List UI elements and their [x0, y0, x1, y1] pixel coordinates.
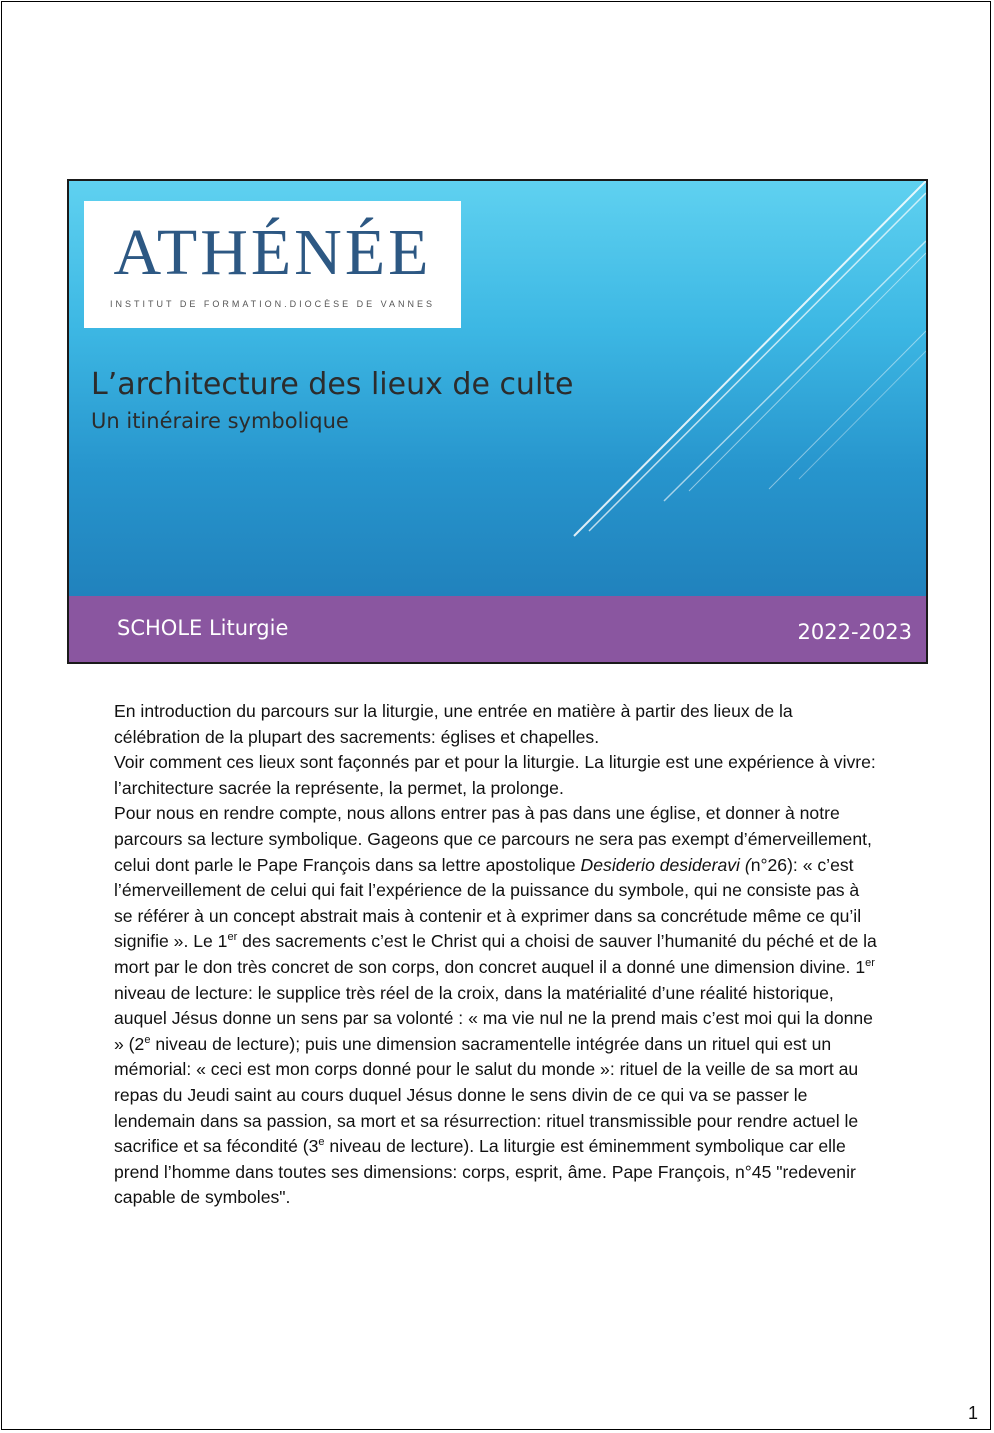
superscript: e: [318, 1136, 325, 1149]
notes-text: niveau de lecture); puis une dimension sacramentelle intégrée dans un rituel qui est un mémorial: « ceci est mon corps donné pour le salut du monde »: rituel de la veille de sa mort au repas du Jeudi saint au cours duquel Jésus donne le sens divin de ce qui va se passer le lendemain dans sa passion, sa mort et sa résurrection: rituel transmissible pour rendre actuel le sacrifice et sa fécondité (3: [114, 1033, 859, 1157]
notes-text: Pour nous en rendre compte, nous allons entrer pas à pas dans une église, et donner à notre parcours sa lecture symbolique. Gageons que ce parcours ne sera pas exempt d’émerveillement, celui dont parle le Pape François dans sa lettre apostolique: [114, 803, 872, 875]
course-name: SCHOLE Liturgie: [117, 616, 289, 640]
superscript: er: [865, 957, 875, 970]
notes-text: niveau de lecture: le supplice très réel de la croix, dans la matérialité d’une réalité historique, auquel Jésus donne un sens par sa volonté : « ma vie nul ne la prend mais c’est moi qui la donne » (2: [114, 982, 873, 1054]
superscript: e: [144, 1033, 151, 1046]
athenee-logo: [84, 201, 461, 328]
notes-italic-title: Desiderio desideravi (: [580, 854, 751, 875]
notes-text: n°26): « c’est l’émerveillement de celui qui fait l’expérience de la puissance du symbole, qui ne consiste pas à se référer à un concept abstrait mais à contenir et à exprimer dans sa concrétude même ce qu’il signifie ». Le 1: [114, 854, 862, 952]
speaker-notes: [114, 699, 878, 1211]
notes-paragraph-2: Voir comment ces lieux sont façonnés par et pour la liturgie. La liturgie est une expérience à vivre: l’architecture sacrée la représente, la permet, la prolonge.: [114, 752, 876, 798]
superscript: er: [227, 931, 238, 944]
notes-paragraph-3: [114, 801, 878, 1211]
logo-subtitle: INSTITUT DE FORMATION.DIOCÈSE DE VANNES: [109, 299, 436, 309]
slide-footer-band: [69, 596, 926, 662]
slide-title: L’architecture des lieux de culte: [91, 367, 574, 402]
page-number: 1: [967, 1403, 978, 1423]
logo-title: ATHÉNÉE: [113, 216, 432, 289]
academic-year: 2022-2023: [797, 620, 912, 644]
title-slide: [67, 179, 928, 664]
notes-text: des sacrements c’est le Christ qui a choisi de sauver l’humanité du péché et de la mort par le don très concret de son corps, don concret auquel il a donné une dimension divine. 1: [114, 931, 877, 977]
slide-subtitle: Un itinéraire symbolique: [91, 409, 349, 433]
notes-paragraph-1: En introduction du parcours sur la liturgie, une entrée en matière à partir des lieux de la célébration de la plupart des sacrements: églises et chapelles.: [114, 701, 793, 747]
notes-text: niveau de lecture). La liturgie est éminemment symbolique car elle prend l’homme dans toutes ses dimensions: corps, esprit, âme. Pape François, n°45 "redevenir capable de symboles".: [114, 1136, 856, 1208]
